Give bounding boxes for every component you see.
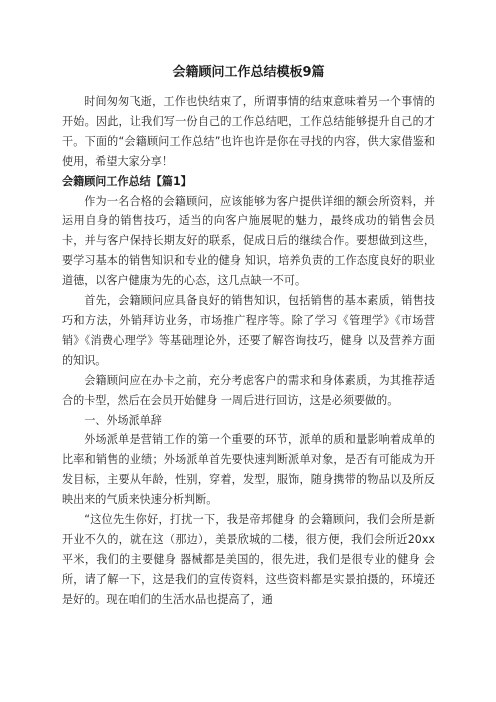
body-paragraph: 外场派单是营销工作的第一个重要的环节，派单的质和量影响着成单的比率和销售的业绩；外场派单首先要快速判断派单对象，是否有可能成为开发目标，主要从年龄，性别，穿着，发型，服饰，随身携带的物品以及所反映出来的气质来快速分析判断。 [62,433,435,507]
body-paragraph: 作为一名合格的会籍顾问，应该能够为客户提供详细的额会所资料，并运用自身的销售技巧，适当的向客户施展呢的魅力，最终成功的销售会员卡，并与客户保持长期友好的联系，促成日后的继续合作。要想做到这些，要学习基本的销售知识和专业的健身 知识，培养负责的工作态度良好的职业道德，以客户健康为先的心态，这几点缺一不可。 [62,194,435,288]
section-heading: 会籍顾问工作总结【篇1】 [62,174,192,188]
body-paragraph: 会籍顾问应在办卡之前，充分考虑客户的需求和身体素质，为其推荐适合的卡型，然后在会员开始健身 一周后进行回访，这是必须要做的。 [62,373,435,407]
subsection-heading: 一、外场派单辞 [84,413,162,427]
body-paragraph: “这位先生你好，打扰一下，我是帝邦健身 的会籍顾问，我们会所是新开业不久的，就在这（那边），美景欣城的二楼，很方便，我们会所近20xx平米，我们的主要健身 器械都是美国的，很先进，我们是很专业的健身 会所，请了解一下，这是我们的宣传资料，这些资料都是实景拍摄的，环境还是好的。现在咱们的生活水品也提高了，通 [62,513,435,606]
intro-paragraph: 时间匆匆飞逝，工作也快结束了，所谓事情的结束意味着另一个事情的开始。因此，让我们写一份自己的工作总结吧，工作总结能够提升自己的才干。下面的“会籍顾问工作总结”也许也许是你在寻找的内容，供大家借鉴和使用，希望大家分享！ [62,95,435,168]
document-title: 会籍顾问工作总结模板9篇 [172,65,325,80]
body-paragraph: 首先，会籍顾问应具备良好的销售知识，包括销售的基本素质，销售技巧和方法，外销拜访业务，市场推广程序等。除了学习《管理学》《市场营销》《消费心理学》等基础理论外，还要了解咨询技巧，健身 以及营养方面的知识。 [62,294,435,367]
